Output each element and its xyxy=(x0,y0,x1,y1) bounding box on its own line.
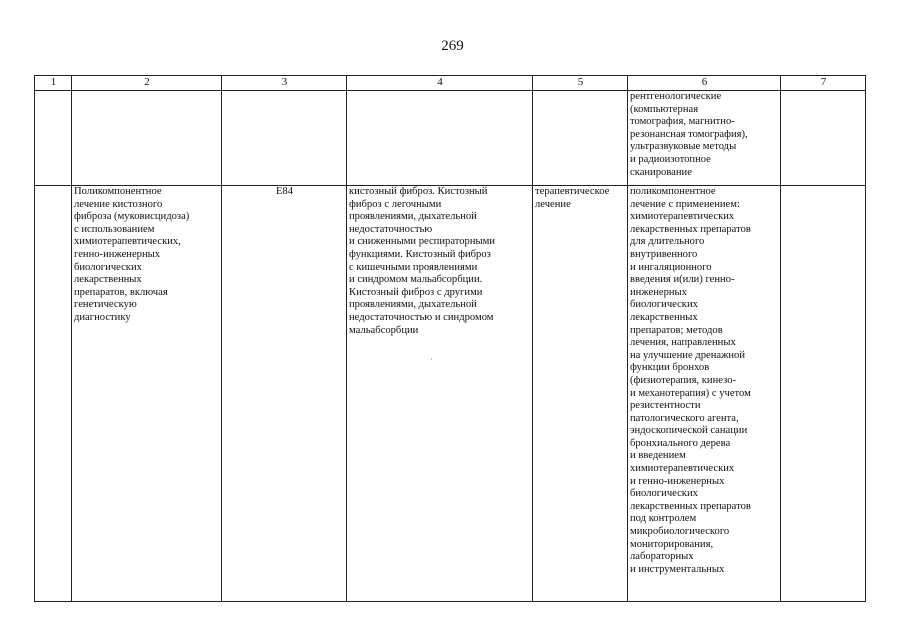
table-row xyxy=(35,91,866,186)
column-header-3: 3 xyxy=(222,76,347,91)
table-cell xyxy=(628,91,781,186)
treatment-name-text: Поликомпонентное лечение кистозного фиброза (муковисцидоза) с использованием химиотерапевтических, генно-инженерных биологических лекарственных препаратов, включая генетическую диагностику xyxy=(74,186,190,323)
table-cell xyxy=(347,186,533,602)
column-header-4: 4 xyxy=(347,76,533,91)
table-row xyxy=(35,186,866,602)
table-cell xyxy=(533,91,628,186)
table-cell xyxy=(35,186,72,602)
column-header-7: 7 xyxy=(781,76,866,91)
table-cell xyxy=(72,91,222,186)
icd-code-text: E84 xyxy=(275,186,294,197)
methods-cell-text: рентгенологические (компьютерная томография, магнитно- резонансная томография), ультразвуковые методы и радиоизотопное сканирование xyxy=(630,91,748,178)
table-cell xyxy=(347,91,533,186)
table-cell xyxy=(781,91,866,186)
table-cell xyxy=(72,186,222,602)
column-header-6: 6 xyxy=(628,76,781,91)
table-cell xyxy=(781,186,866,602)
methods-cell-text: поликомпонентное лечение с применением: химиотерапевтических лекарственных препаратов для длительного внутривенного и ингаляционного введения и(или) генно- инженерных биологических лекарственных препаратов; методов лечения, направленных на улучшение дренажной функции бронхов (физиотерапия, кинезо- и механотерапия) с учетом резистентности патологического агента, эндоскопической санации бронхиального дерева и введением химиотерапевтических и генно-инженерных биологических лекарственных препаратов под контролем микробиологического мониторирования, лабораторных и инструментальных xyxy=(630,186,751,575)
treatment-type-text: терапевтическое лечение xyxy=(535,186,610,210)
table-header-row xyxy=(35,76,866,91)
table-cell xyxy=(35,91,72,186)
column-header-5: 5 xyxy=(533,76,628,91)
column-header-2: 2 xyxy=(72,76,222,91)
diagnosis-text: кистозный фиброз. Кистозный фиброз с легочными проявлениями, дыхательной недостаточностью и сниженными респираторными функциями. Кистозный фиброз с кишечными проявлениями и синдромом мальабсорбции. Кистозный фиброз с другими проявлениями, дыхательной недостаточностью и синдромом мальабсорбции xyxy=(349,186,495,336)
column-header-1: 1 xyxy=(35,76,72,91)
treatment-table xyxy=(34,75,866,602)
scan-artifact-dot: · xyxy=(430,355,433,364)
table-cell xyxy=(533,186,628,602)
table-cell xyxy=(628,186,781,602)
table-cell xyxy=(222,186,347,602)
table-cell xyxy=(222,91,347,186)
page-number: 269 xyxy=(441,38,464,54)
